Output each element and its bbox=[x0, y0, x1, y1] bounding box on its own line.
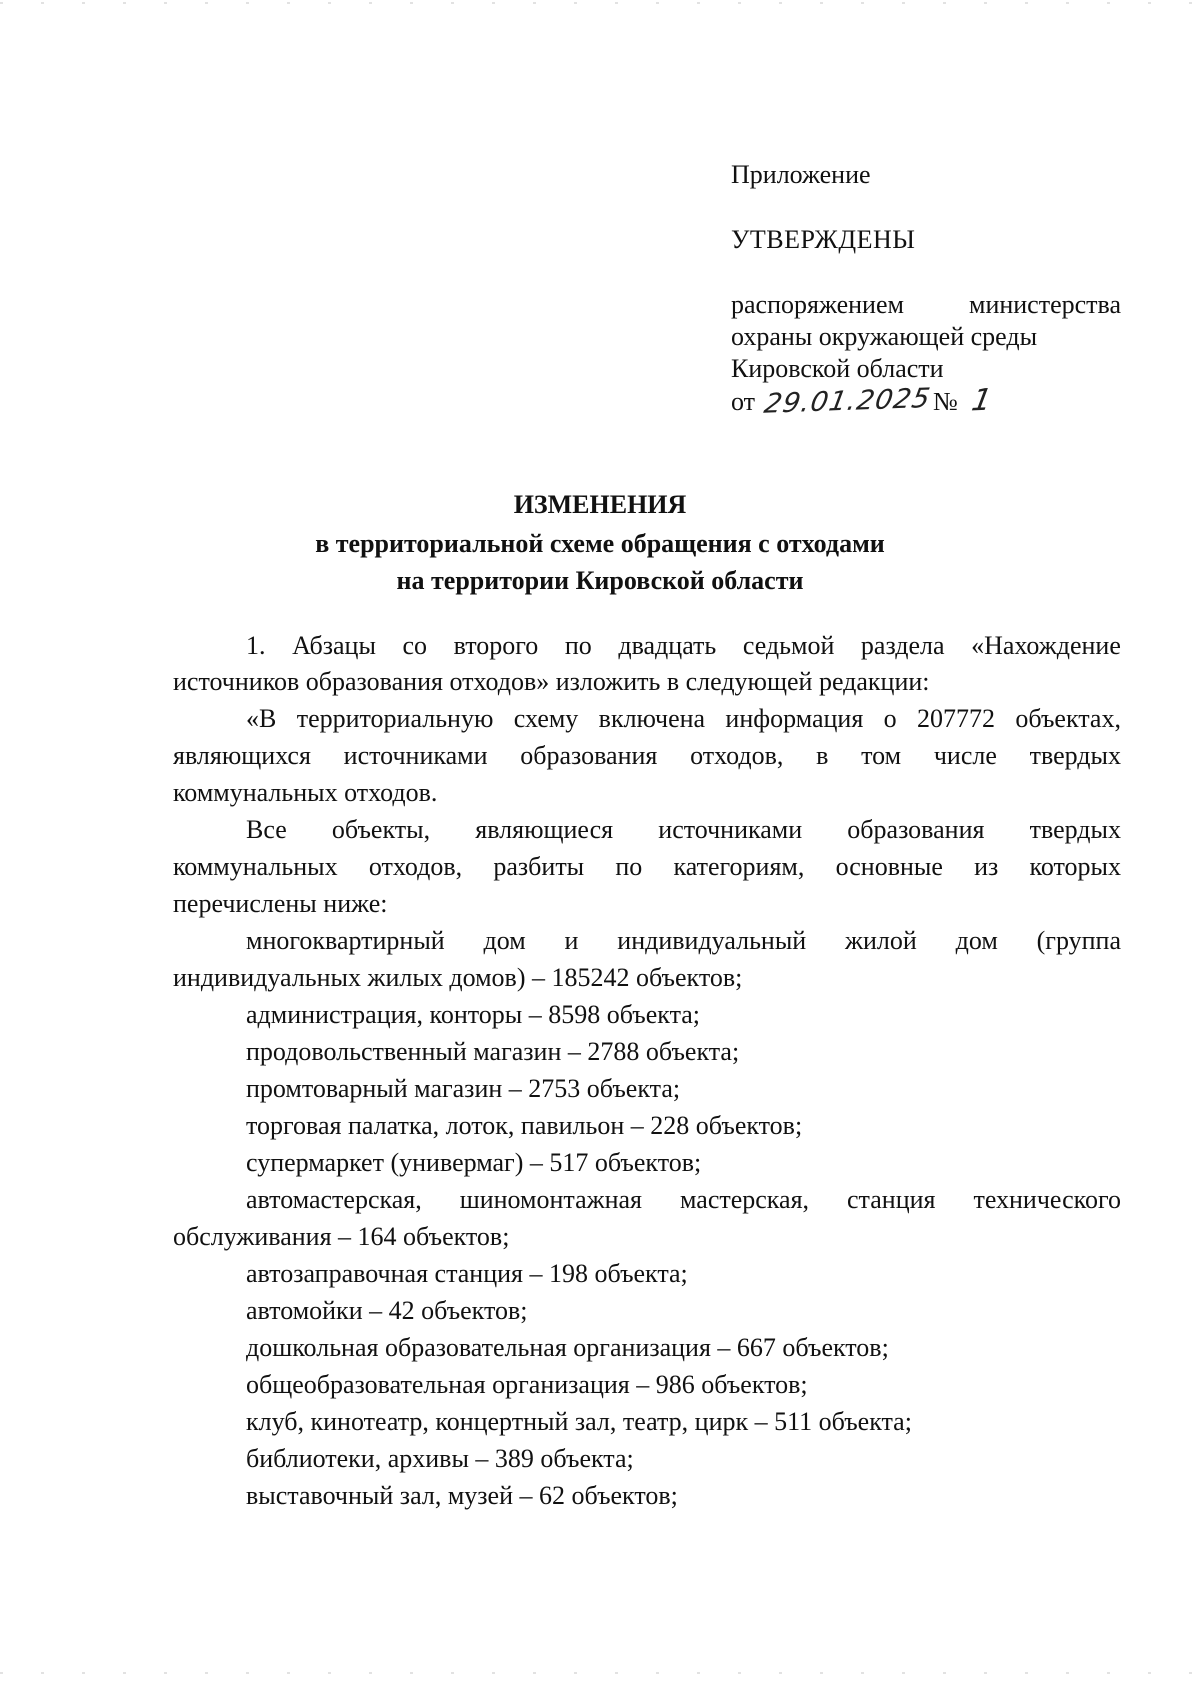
word: второго bbox=[453, 631, 539, 660]
word: территориальную bbox=[296, 704, 494, 733]
word: шиномонтажная bbox=[459, 1185, 643, 1214]
order-word: распоряжением bbox=[731, 290, 904, 319]
word: из bbox=[974, 852, 999, 881]
word: жилой bbox=[845, 926, 917, 955]
handwritten-number: 1 bbox=[968, 382, 996, 419]
list-item-7-line-2: обслуживания – 164 объектов; bbox=[173, 1222, 510, 1251]
word: со bbox=[402, 631, 428, 660]
word: (группа bbox=[1036, 926, 1121, 955]
title-line-2: в территориальной схеме обращения с отходами bbox=[315, 529, 885, 558]
scan-edge-top bbox=[0, 2, 1200, 4]
word: образования bbox=[520, 741, 658, 770]
list-item-3: продовольственный магазин – 2788 объекта; bbox=[246, 1037, 740, 1066]
word: 207772 bbox=[917, 704, 996, 733]
p2-line-1 bbox=[246, 703, 1121, 735]
word: станция bbox=[847, 1185, 936, 1214]
word: числе bbox=[933, 741, 997, 770]
word: являющихся bbox=[173, 741, 311, 770]
word: разбиты bbox=[493, 852, 585, 881]
handwritten-date: 29.01.2025 bbox=[761, 383, 934, 420]
word: раздела bbox=[860, 631, 945, 660]
word: твердых bbox=[1029, 741, 1121, 770]
title-line-3: на территории Кировской области bbox=[396, 566, 804, 595]
word: и bbox=[564, 926, 579, 955]
p3-line-2 bbox=[173, 851, 1121, 883]
word: дом bbox=[483, 926, 526, 955]
date-prefix: от bbox=[731, 387, 756, 416]
word: в bbox=[816, 741, 829, 770]
word: двадцать bbox=[618, 631, 717, 660]
approval-date-row bbox=[731, 382, 996, 420]
word: коммунальных bbox=[173, 852, 338, 881]
word: по bbox=[564, 631, 592, 660]
word: о bbox=[883, 704, 897, 733]
word: дом bbox=[955, 926, 998, 955]
word: Абзацы bbox=[292, 631, 376, 660]
p2-line-2 bbox=[173, 740, 1121, 772]
word: 1. bbox=[246, 631, 266, 660]
approved-label: УТВЕРЖДЕНЫ bbox=[731, 225, 916, 254]
word: индивидуальный bbox=[617, 926, 807, 955]
word: образования bbox=[847, 815, 985, 844]
word: источниками bbox=[658, 815, 803, 844]
word: отходов, bbox=[690, 741, 784, 770]
word: объекты, bbox=[331, 815, 431, 844]
list-item-6: супермаркет (универмаг) – 517 объектов; bbox=[246, 1148, 702, 1177]
p3-line-1 bbox=[246, 814, 1121, 846]
list-item-7-line-1 bbox=[246, 1184, 1121, 1216]
word: том bbox=[861, 741, 902, 770]
list-item-1-line-1 bbox=[246, 925, 1121, 957]
p3-line-3: перечислены ниже: bbox=[173, 889, 388, 918]
word: основные bbox=[835, 852, 943, 881]
number-sign: № bbox=[933, 387, 958, 416]
list-item-11: общеобразовательная организация – 986 объектов; bbox=[246, 1370, 808, 1399]
list-item-4: промтоварный магазин – 2753 объекта; bbox=[246, 1074, 681, 1103]
word: источниками bbox=[343, 741, 488, 770]
word: «В bbox=[246, 704, 277, 733]
list-item-8: автозаправочная станция – 198 объекта; bbox=[246, 1259, 688, 1288]
word: являющиеся bbox=[475, 815, 614, 844]
list-item-10: дошкольная образовательная организация – 667 объектов; bbox=[246, 1333, 889, 1362]
approval-order-line bbox=[731, 290, 1121, 320]
list-item-1-line-2: индивидуальных жилых домов) – 185242 объектов; bbox=[173, 963, 743, 992]
word: по bbox=[615, 852, 643, 881]
approval-region-line: Кировской области bbox=[731, 354, 944, 383]
word: информация bbox=[725, 704, 864, 733]
p2-line-3: коммунальных отходов. bbox=[173, 778, 438, 807]
approval-ministry-line: охраны окружающей среды bbox=[731, 322, 1038, 351]
list-item-13: библиотеки, архивы – 389 объекта; bbox=[246, 1444, 634, 1473]
word: мастерская, bbox=[680, 1185, 810, 1214]
p1-line-1 bbox=[246, 630, 1121, 662]
word: которых bbox=[1029, 852, 1121, 881]
word: многоквартирный bbox=[246, 926, 445, 955]
list-item-9: автомойки – 42 объектов; bbox=[246, 1296, 528, 1325]
word: седьмой bbox=[742, 631, 835, 660]
word: включена bbox=[598, 704, 706, 733]
list-item-5: торговая палатка, лоток, павильон – 228 объектов; bbox=[246, 1111, 803, 1140]
word: автомастерская, bbox=[246, 1185, 422, 1214]
word: Все bbox=[246, 815, 287, 844]
word: категориям, bbox=[673, 852, 805, 881]
list-item-2: администрация, конторы – 8598 объекта; bbox=[246, 1000, 701, 1029]
ministry-word: министерства bbox=[968, 290, 1121, 319]
word: отходов, bbox=[368, 852, 463, 881]
title-line-1: ИЗМЕНЕНИЯ bbox=[513, 490, 687, 519]
word: твердых bbox=[1029, 815, 1121, 844]
p1-line-2: источников образования отходов» изложить в следующей редакции: bbox=[173, 667, 930, 696]
list-item-14: выставочный зал, музей – 62 объектов; bbox=[246, 1481, 678, 1510]
word: технического bbox=[973, 1185, 1121, 1214]
list-item-12: клуб, кинотеатр, концертный зал, театр, цирк – 511 объекта; bbox=[246, 1407, 912, 1436]
scan-edge-bottom bbox=[0, 1672, 1200, 1674]
word: «Нахождение bbox=[971, 631, 1121, 660]
appendix-label: Приложение bbox=[731, 160, 871, 189]
word: объектах, bbox=[1015, 704, 1121, 733]
word: схему bbox=[513, 704, 579, 733]
